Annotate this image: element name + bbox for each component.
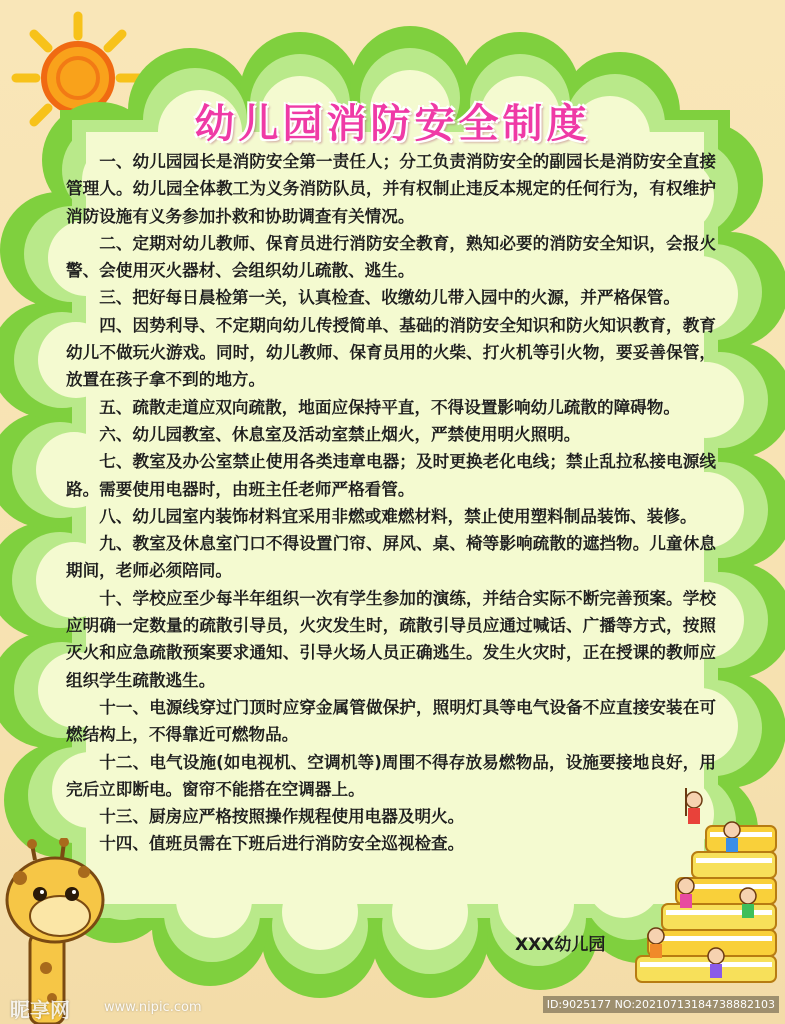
signature: XXX幼儿园	[515, 935, 606, 955]
page-title: 幼儿园消防安全制度	[194, 101, 591, 147]
rule-paragraph: 九、教室及休息室门口不得设置门帘、屏风、桌、椅等影响疏散的遮挡物。儿童休息期间，老师必须陪同。	[66, 534, 716, 581]
rule-paragraph: 二、定期对幼儿教师、保育员进行消防安全教育，熟知必要的消防安全知识，会报火警、会使用灭火器材、会组织幼儿疏散、逃生。	[66, 233, 716, 281]
rule-paragraph: 五、疏散走道应双向疏散，地面应保持平直，不得设置影响幼儿疏散的障碍物。	[99, 397, 680, 417]
rule-paragraph: 七、教室及办公室禁止使用各类违章电器；及时更换老化电线；禁止乱拉私接电源线路。需要使用电器时，由班主任老师严格看管。	[66, 452, 716, 499]
watermark-id: ID:9025177 NO:20210713184738882103	[543, 996, 779, 1013]
rule-paragraph: 一、幼儿园园长是消防安全第一责任人；分工负责消防安全的副园长是消防安全直接管理人。幼儿园全体教工为义务消防队员，并有权制止违反本规定的任何行为，有权维护消防设施有义务参加扑救和协助调查有关情况。	[66, 152, 716, 226]
rule-paragraph: 四、因势利导、不定期向幼儿传授简单、基础的消防安全知识和防火知识教育，教育幼儿不做玩火游戏。同时，幼儿教师、保育员用的火柴、打火机等引火物，要妥善保管，放置在孩子拿不到的地方。	[66, 315, 716, 390]
rule-paragraph: 十一、电源线穿过门顶时应穿金属管做保护，照明灯具等电气设备不应直接安装在可燃结构上，不得靠近可燃物品。	[66, 697, 716, 745]
rule-paragraph: 十二、电气设施(如电视机、空调机等)周围不得存放易燃物品，设施要接地良好，用完后立即断电。窗帘不能搭在空调器上。	[66, 752, 716, 799]
rule-paragraph: 十三、厨房应严格按照操作规程使用电器及明火。	[99, 807, 465, 827]
rule-paragraph: 十四、值班员需在下班后进行消防安全巡视检查。	[99, 834, 465, 854]
watermark-url: www.nipic.com	[104, 1000, 202, 1015]
rules-body	[66, 148, 716, 858]
rule-paragraph: 六、幼儿园教室、休息室及活动室禁止烟火，严禁使用明火照明。	[99, 424, 581, 444]
watermark-logo: 昵享网	[10, 998, 70, 1022]
rule-paragraph: 三、把好每日晨检第一关，认真检查、收缴幼儿带入园中的火源，并严格保管。	[99, 288, 680, 308]
rule-paragraph: 八、幼儿园室内装饰材料宜采用非燃或难燃材料，禁止使用塑料制品装饰、装修。	[99, 506, 697, 526]
kids-on-books-illustration	[626, 786, 785, 994]
rule-paragraph: 十、学校应至少每半年组织一次有学生参加的演练，并结合实际不断完善预案。学校应明确一定数量的疏散引导员，火灾发生时，疏散引导员应通过喊话、广播等方式，按照灭火和应急疏散预案要求通知、引导火场人员正确逃生。发生火灾时，正在授课的教师应组织学生疏散逃生。	[66, 588, 716, 690]
